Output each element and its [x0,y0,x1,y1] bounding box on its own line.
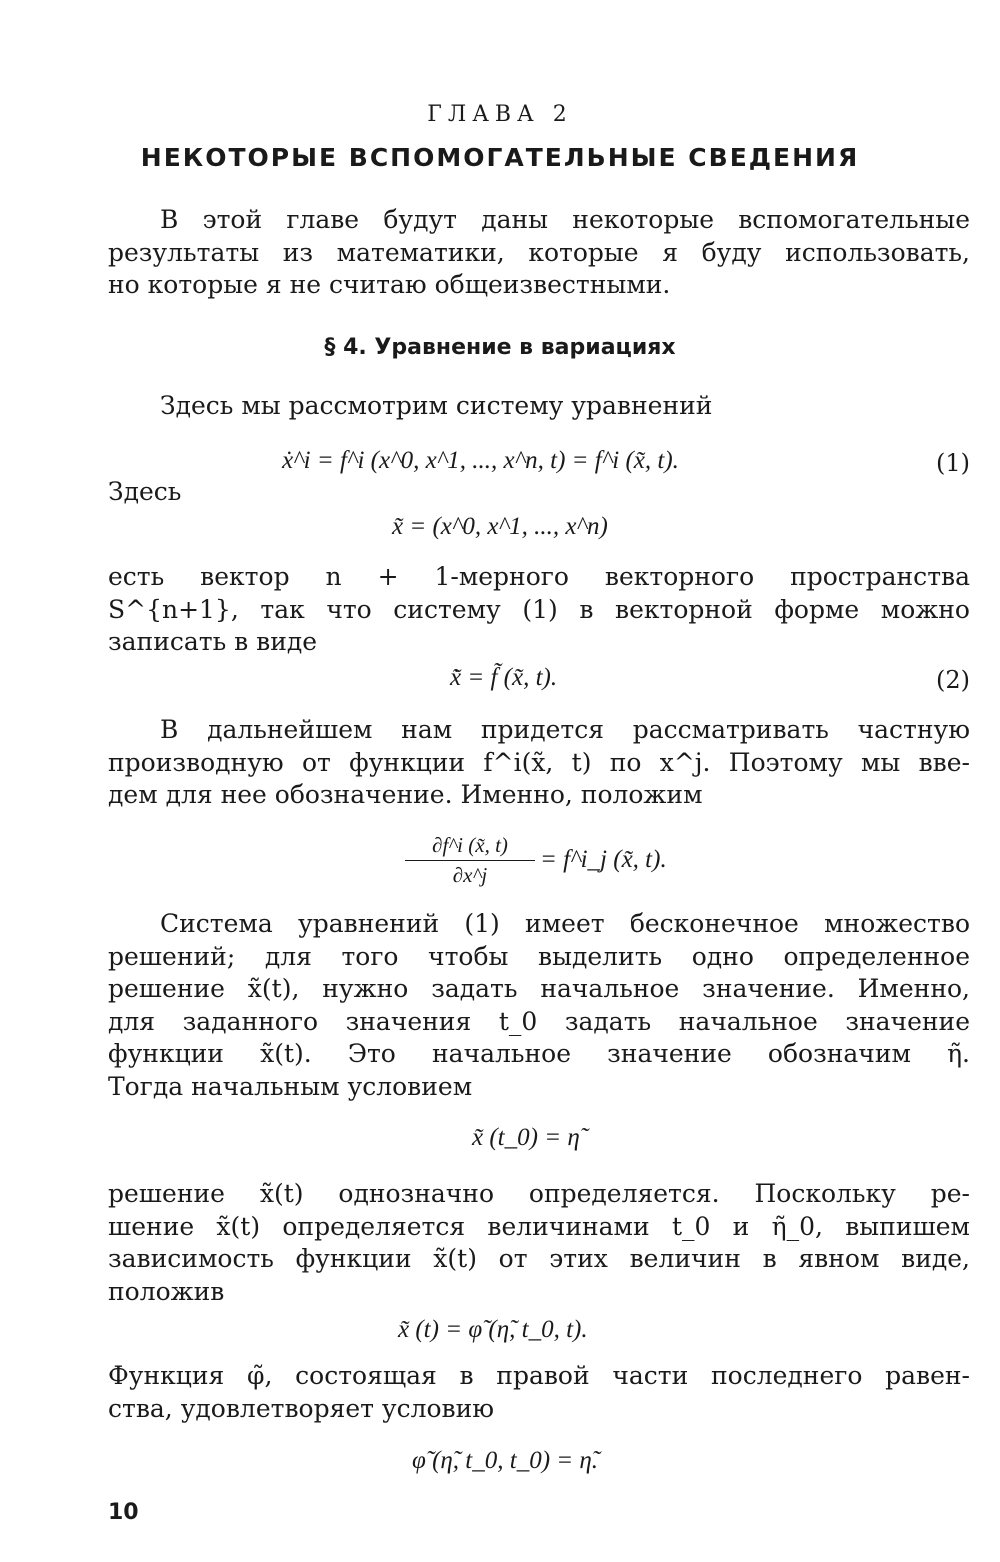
text-line: результаты из математики, которые я буду использовать, [108,237,970,267]
intro-paragraph [108,204,970,302]
equation-1-number: (1) [936,449,970,477]
text-line: решений; для того чтобы выделить одно определенное [108,941,970,971]
text-line: для заданного значения t_0 задать начальное значение [108,1006,970,1036]
paragraph-2 [108,561,970,659]
paragraph-6 [108,1360,970,1425]
chapter-label: ГЛАВА 2 [427,102,573,127]
paragraph-5 [108,1178,970,1308]
text-line: шение x̃(t) определяется величинами t_0 и η̃_0, выпишем [108,1211,970,1241]
equation-3-rhs: = f^i_j (x̃, t). [540,846,667,873]
word-zdes: Здесь [108,477,182,506]
page-number: 10 [108,1500,139,1525]
chapter-title: НЕКОТОРЫЕ ВСПОМОГАТЕЛЬНЫЕ СВЕДЕНИЯ [140,143,860,172]
paragraph-4 [108,908,970,1103]
text-line: решение x̃(t), нужно задать начальное значение. Именно, [108,974,970,1003]
text-line: дем для нее обозначение. Именно, положим [108,780,703,809]
paragraph-3 [108,714,970,812]
text-line: В дальнейшем нам придется рассматривать частную [160,715,970,744]
text-line: производную от функции f^i(x̃, t) по x^j. Поэтому мы вве- [108,747,970,777]
text-line: Здесь мы рассмотрим систему уравнений [160,391,713,420]
equation-4: x̃ (t_0) = η̃ [472,1124,580,1151]
text-line: ства, удовлетворяет условию [108,1393,495,1423]
text-line: Система уравнений (1) имеет бесконечное множество [160,909,970,938]
text-line: S^{n+1}, так что систему (1) в векторной форме можно [108,594,970,624]
equation-vector-x: x̃ = (x^0, x^1, ..., x^n) [392,513,608,540]
equation-6: φ̃ (η̃, t_0, t_0) = η̃. [412,1447,599,1474]
section-heading: § 4. Уравнение в вариациях [324,335,676,360]
fraction-numerator: ∂f^i (x̃, t) [405,833,535,861]
text-line: зависимость функции x̃(t) от этих величин в явном виде, [108,1244,970,1273]
paragraph-1 [108,390,970,423]
text-line: функции x̃(t). Это начальное значение обозначим η̃. [108,1039,970,1068]
text-line: Тогда начальным условием [108,1071,473,1101]
fraction-denominator: ∂x^j [452,863,488,887]
text-line: Функция φ̃, состоящая в правой части последнего равен- [108,1361,970,1390]
text-line: положив [108,1276,225,1306]
text-line: но которые я не считаю общеизвестными. [108,270,671,299]
equation-5: x̃ (t) = φ̃ (η̃, t_0, t). [398,1316,588,1343]
equation-2-number: (2) [936,666,970,694]
text-line: решение x̃(t) однозначно определяется. Поскольку ре- [108,1179,970,1208]
equation-2: x̃̇ = f̃ (x̃, t). [450,664,558,691]
text-line: В этой главе будут даны некоторые вспомогательные [160,205,970,234]
derivative-fraction [405,833,535,888]
text-line: есть вектор n + 1-мерного векторного пространства [108,562,970,591]
equation-1: ẋ^i = f^i (x^0, x^1, ..., x^n, t) = f^i (x̃, t). [282,447,679,474]
text-line: записать в виде [108,627,318,656]
